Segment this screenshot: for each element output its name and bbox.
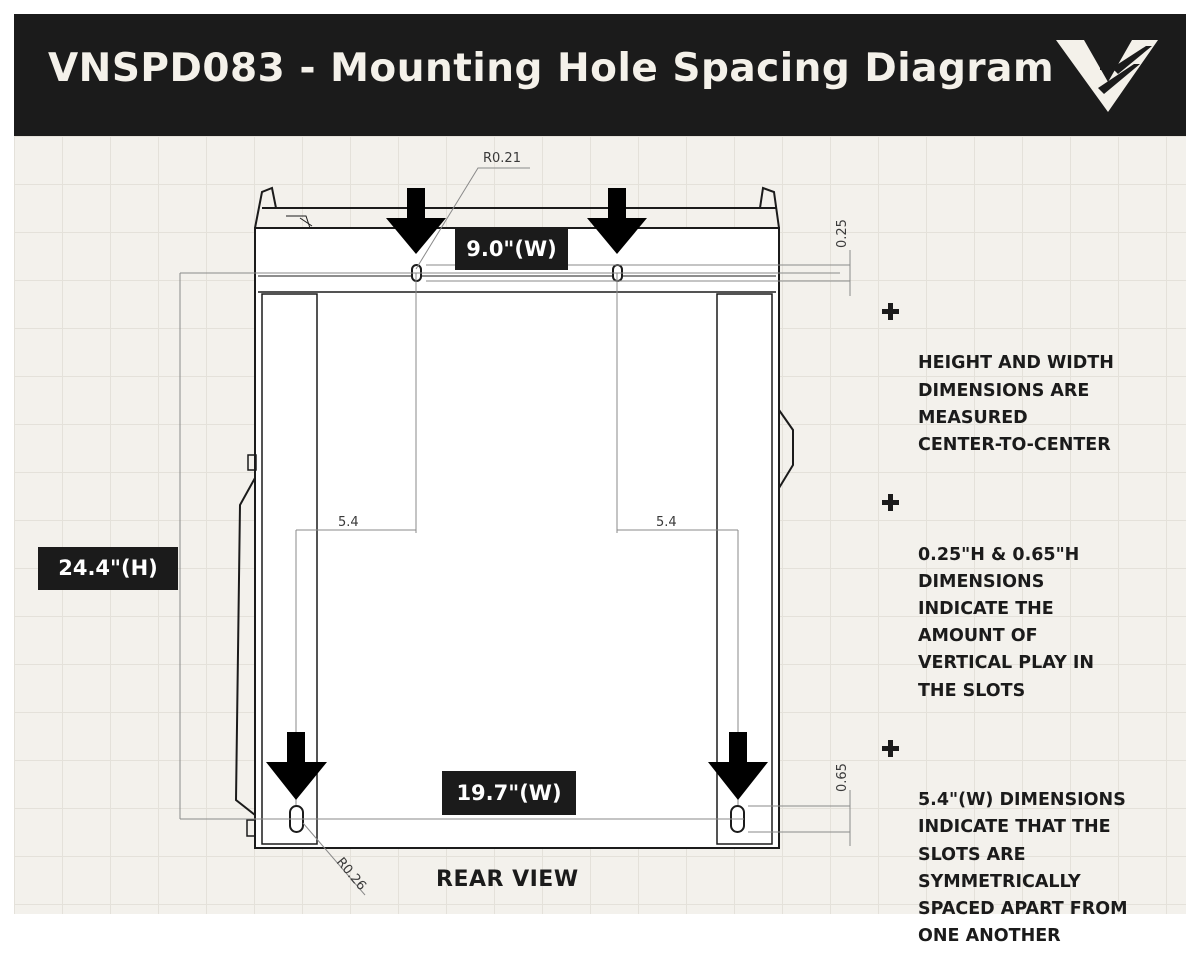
plus-icon: [882, 303, 899, 320]
notes-list: [880, 296, 1170, 978]
height-tag: 24.4"(H): [38, 547, 178, 590]
note-item: [880, 733, 1170, 951]
top-width-tag: 9.0"(W): [455, 228, 568, 270]
note-text: 5.4"(W) DIMENSIONS INDICATE THAT THE SLOTS ARE SYMMETRICALLY SPACED APART FROM ONE ANOTHER: [918, 790, 1128, 947]
plus-icon: [882, 494, 899, 511]
note-text: 0.25"H & 0.65"H DIMENSIONS INDICATE THE AMOUNT OF VERTICAL PLAY IN THE SLOTS: [918, 544, 1095, 701]
cabinet-outline: [236, 188, 793, 848]
bottom-slot-play-label: 0.65: [835, 763, 850, 792]
right-offset-label: 5.4: [656, 515, 677, 530]
left-offset-label: 5.4: [338, 515, 359, 530]
rear-view-label: REAR VIEW: [436, 867, 579, 892]
note-text: HEIGHT AND WIDTH DIMENSIONS ARE MEASURED CENTER-TO-CENTER: [918, 353, 1114, 456]
bottom-width-tag: 19.7"(W): [442, 771, 576, 815]
top-slot-play-label: 0.25: [835, 219, 850, 248]
page-title: VNSPD083 - Mounting Hole Spacing Diagram: [48, 46, 1055, 91]
note-item: [880, 487, 1170, 705]
plus-icon: [882, 740, 899, 757]
top-radius-label: R0.21: [483, 151, 521, 166]
bottom-radius-label: R0.26: [332, 854, 369, 894]
note-item: [880, 296, 1170, 459]
vs-logo-icon: [1054, 38, 1160, 114]
header-bar: [14, 14, 1186, 136]
